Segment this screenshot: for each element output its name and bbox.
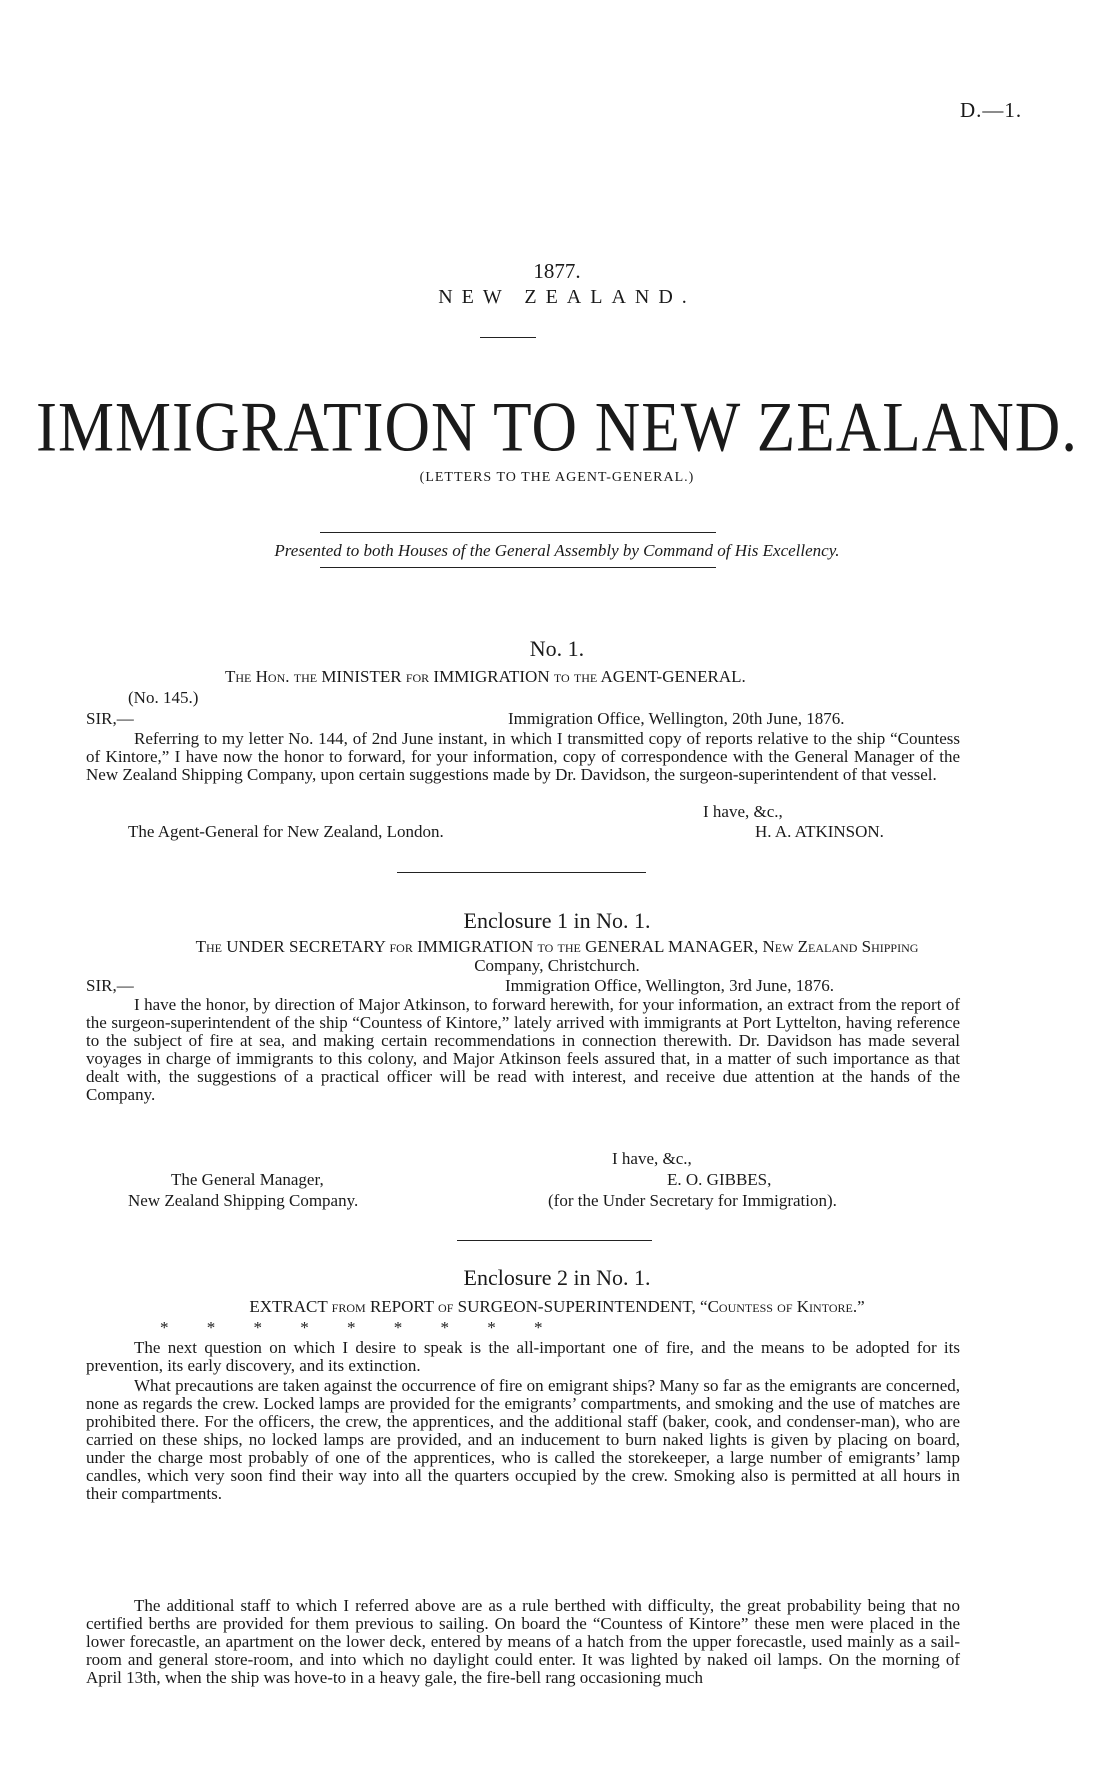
enclosure-1-heading: Enclosure 1 in No. 1.: [463, 908, 651, 933]
letter-heading: No. 1.: [529, 636, 585, 661]
divider: [457, 1240, 652, 1241]
divider: [397, 872, 646, 873]
enclosure-1-salutation: SIR,—: [86, 976, 134, 995]
enclosure-1-addressee: The General Manager,: [171, 1170, 324, 1189]
enclosure-2-paragraph: The next question on which I desire to speak is the all-important one of fire, and the means to be adopted for its prevention, its early discovery, and its extinction.: [86, 1338, 960, 1375]
enclosure-1-signature-note: (for the Under Secretary for Immigration).: [548, 1191, 837, 1210]
document-year: 1877.: [533, 259, 581, 283]
enclosure-1-place-date: Immigration Office, Wellington, 3rd June, 1876.: [505, 976, 834, 995]
enclosure-1-from-to-cont: Company, Christchurch.: [474, 956, 640, 975]
letter-from-to: The Hon. the MINISTER for IMMIGRATION to the AGENT-GENERAL.: [225, 667, 746, 686]
enclosure-1-signature: E. O. GIBBES,: [667, 1170, 772, 1189]
letter-reference: (No. 145.): [128, 688, 199, 707]
enclosure-2-paragraph: What precautions are taken against the occurrence of fire on emigrant ships? Many so far as the emigrants are concerned, none as regards the crew. Locked lamps are provided for the emigrants’ compartments, and smoking and the use of matches are prohibited there. For the officers, the crew, the apprentices, and the additional staff (baker, cook, and condenser-man), who are carried on these ships, no locked lamps are provided, and an inducement to burn naked lights is given by placing on board, under the charge most probably of one of the apprentices, who is called the storekeeper, a large number of emigrants’ lamp candles, which very soon find their way into all the quarters occupied by the crew. Smoking also is permitted at all hours in their compartments.: [86, 1376, 960, 1503]
enclosure-1-from-to: The UNDER SECRETARY for IMMIGRATION to the GENERAL MANAGER, New Zealand Shipping: [195, 937, 919, 956]
asterisk-separator: * * * * * * * * *: [160, 1318, 543, 1337]
letter-place-date: Immigration Office, Wellington, 20th June, 1876.: [508, 709, 845, 728]
document-title: IMMIGRATION TO NEW ZEALAND.: [36, 388, 1078, 467]
letter-body: Referring to my letter No. 144, of 2nd June instant, in which I transmitted copy of reports relative to the ship “Countess of Kintore,” I have now the honor to forward, for your information, copy of correspondence with the General Manager of the New Zealand Shipping Company, upon certain suggestions made by Dr. Davidson, the surgeon-superintendent of that vessel.: [86, 729, 960, 784]
enclosure-1-closing: I have, &c.,: [612, 1149, 692, 1168]
country-heading: NEW ZEALAND.: [438, 286, 696, 308]
document-reference: D.—1.: [960, 98, 1023, 122]
letter-salutation: SIR,—: [86, 709, 134, 728]
enclosure-2-paragraph: The additional staff to which I referred above are as a rule berthed with difficulty, the great probability being that no certified berths are provided for them previous to sailing. On board the “Countess of Kintore” these men were placed in the lower forecastle, an apartment on the lower deck, entered by means of a hatch from the upper forecastle, used mainly as a sail-room and general store-room, and into which no daylight could enter. It was lighted by naked oil lamps. On the morning of April 13th, when the ship was hove-to in a heavy gale, the fire-bell rang occasioning much: [86, 1596, 960, 1687]
enclosure-1-addressee-cont: New Zealand Shipping Company.: [128, 1191, 359, 1210]
divider: [480, 337, 536, 338]
divider: [320, 567, 716, 568]
enclosure-2-heading: Enclosure 2 in No. 1.: [463, 1265, 651, 1290]
presentation-note: Presented to both Houses of the General Assembly by Command of His Excellency.: [274, 541, 840, 560]
document-subtitle: (LETTERS TO THE AGENT-GENERAL.): [419, 470, 695, 485]
letter-signature: H. A. ATKINSON.: [755, 822, 884, 841]
letter-addressee: The Agent-General for New Zealand, London.: [128, 822, 444, 841]
enclosure-2-subheading: EXTRACT from REPORT of SURGEON-SUPERINTENDENT, “Countess of Kintore.”: [249, 1297, 865, 1316]
enclosure-1-body: I have the honor, by direction of Major Atkinson, to forward herewith, for your information, an extract from the report of the surgeon-superintendent of the ship “Countess of Kintore,” lately arrived with immigrants at Port Lyttelton, having reference to the subject of fire at sea, and making certain recommendations in connection therewith. Dr. Davidson has made several voyages in charge of immigrants to this colony, and Major Atkinson feels assured that, in a matter of such importance as that dealt with, the suggestions of a practical officer will be read with interest, and receive due attention at the hands of the Company.: [86, 995, 960, 1104]
divider: [320, 532, 716, 533]
letter-closing: I have, &c.,: [703, 802, 783, 821]
